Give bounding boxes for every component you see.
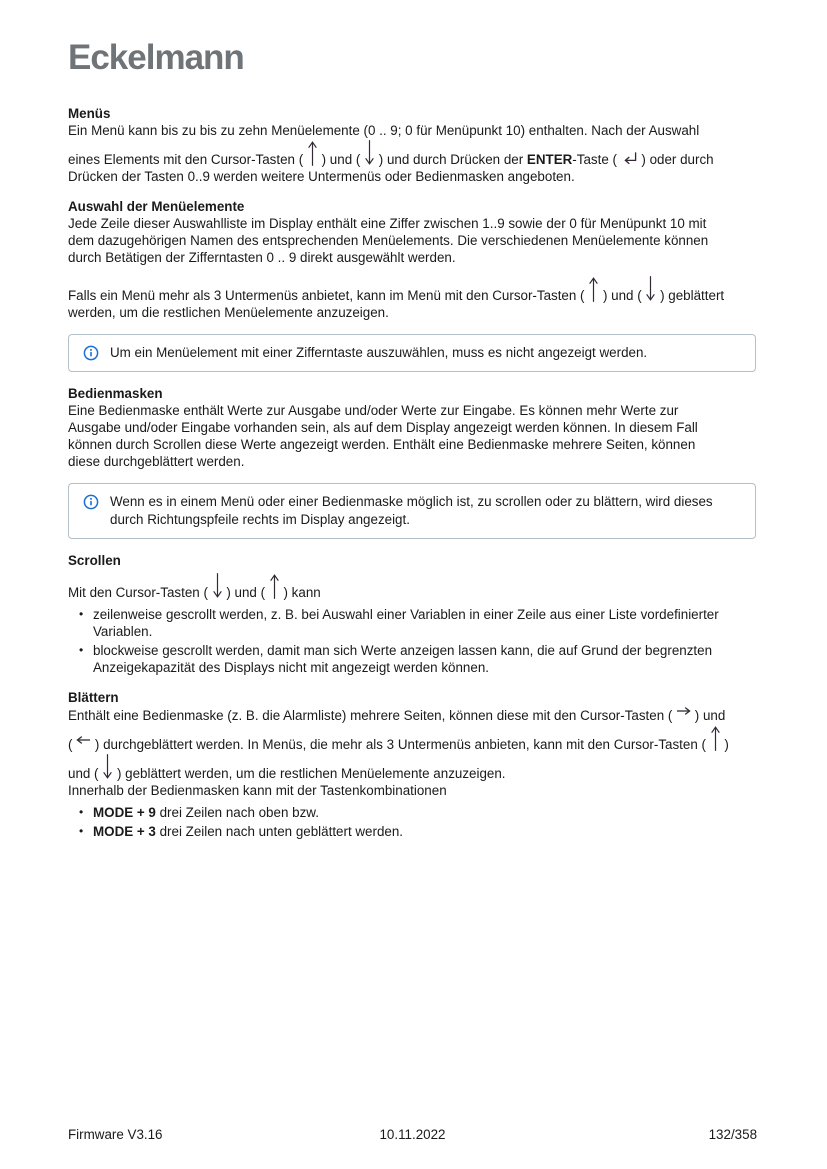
info-box [68, 334, 756, 372]
list-item: • MODE + 3 drei Zeilen nach unten geblättert werden. [68, 823, 756, 840]
text-line: Ausgabe und/oder Eingabe vorhanden sein, als auf dem Display angezeigt werden können. In diesem Fall [68, 420, 698, 435]
section-heading-scrollen: Scrollen [68, 553, 121, 568]
text-line: eines Elements mit den Cursor-Tasten ( ) und ( ) und durch Drücken der ENTER-Taste ( ) oder durch [68, 139, 756, 168]
cursor-up-icon [269, 572, 280, 600]
text-line: Ein Menü kann bis zu bis zu zehn Menüelemente (0 .. 9; 0 für Menüpunkt 10) enthalten. Nach der Auswahl [68, 123, 700, 138]
cursor-down-icon [102, 753, 113, 781]
text-line: ( ) durchgeblättert werden. In Menüs, die mehr als 3 Untermenüs anbieten, kann mit den Cursor-Tasten ( ) [68, 724, 756, 753]
section-blaettern [68, 689, 756, 840]
section-heading-bedienmasken: Bedienmasken [68, 386, 163, 401]
text-line: Enthält eine Bedienmaske (z. B. die Alarmliste) mehrere Seiten, können diese mit den Cursor-Tasten ( ) und [68, 708, 726, 723]
text-line: Innerhalb der Bedienmasken kann mit der Tastenkombinationen [68, 783, 447, 798]
info-box [68, 483, 756, 539]
section-heading-blaettern: Blättern [68, 690, 119, 705]
section-heading-menus: Menüs [68, 106, 111, 121]
text-line: werden, um die restlichen Menüelemente anzuzeigen. [68, 305, 389, 320]
cursor-up-icon [307, 139, 318, 167]
info-icon [83, 345, 99, 361]
text-line: und ( ) geblättert werden, um die restlichen Menüelemente anzuzeigen. [68, 753, 756, 782]
info-text: Wenn es in einem Menü oder einer Bedienmaske möglich ist, zu scrollen oder zu blättern, wird dieses durch Richtungspfeile rechts im Display angezeigt. [110, 494, 713, 527]
text-line: Mit den Cursor-Tasten ( ) und ( ) kann [68, 572, 756, 601]
section-heading-auswahl: Auswahl der Menüelemente [68, 199, 245, 214]
list-item: • zeilenweise gescrollt werden, z. B. bei Auswahl einer Variablen in einer Zeile aus einer Liste vordefinierter Variablen. [68, 606, 756, 640]
text-line: durch Betätigen der Zifferntasten 0 .. 9 direkt ausgewählt werden. [68, 250, 456, 265]
cursor-right-icon [676, 706, 691, 716]
section-bedienmasken [68, 385, 756, 539]
bullet-marker: • [79, 824, 84, 838]
footer-firmware-version: Firmware V3.16 [68, 1127, 163, 1142]
section-menus [68, 105, 756, 185]
cursor-up-icon [710, 724, 721, 752]
bullet-marker: • [79, 607, 84, 621]
section-scrollen [68, 552, 756, 676]
info-text: Um ein Menüelement mit einer Zifferntaste auszuwählen, muss es nicht angezeigt werden. [110, 345, 648, 360]
bullet-list [68, 804, 756, 840]
list-item: • blockweise gescrollt werden, damit man sich Werte anzeigen lassen kann, die auf Grund der begrenzten Anzeigekapazität des Displays nicht mit angezeigt werden können. [68, 642, 756, 676]
text-line: Drücken der Tasten 0..9 werden weitere Untermenüs oder Bedienmasken angeboten. [68, 169, 575, 184]
text-line: diese durchgeblättert werden. [68, 454, 245, 469]
list-item: • MODE + 9 drei Zeilen nach oben bzw. [68, 804, 756, 821]
page-footer [68, 1127, 757, 1142]
text-line: Jede Zeile dieser Auswahlliste im Display enthält eine Ziffer zwischen 1..9 sowie der 0 für Menüpunkt 10 mit [68, 216, 707, 231]
bullet-marker: • [79, 643, 84, 657]
text-line: Falls ein Menü mehr als 3 Untermenüs anbietet, kann im Menü mit den Cursor-Tasten ( ) und ( ) geblättert [68, 275, 756, 304]
cursor-left-icon [76, 735, 91, 745]
page-content [68, 105, 756, 840]
cursor-down-icon [645, 275, 656, 303]
cursor-down-icon [212, 572, 223, 600]
company-logo: Eckelmann [68, 38, 244, 77]
cursor-up-icon [588, 275, 599, 303]
cursor-down-icon [364, 139, 375, 167]
text-line: können durch Scrollen diese Werte angezeigt werden. Enthält eine Bedienmaske mehrere Seiten, können [68, 437, 696, 452]
info-icon [83, 494, 99, 510]
text-line: dem dazugehörigen Namen des entsprechenden Menüelements. Die verschiedenen Menüelemente können [68, 233, 709, 248]
footer-date: 10.11.2022 [379, 1127, 446, 1142]
section-auswahl [68, 198, 756, 372]
enter-icon [621, 151, 638, 166]
bullet-marker: • [79, 805, 84, 819]
footer-page-number: 132/358 [708, 1127, 758, 1142]
bullet-list [68, 606, 756, 676]
text-line: Eine Bedienmaske enthält Werte zur Ausgabe und/oder Werte zur Eingabe. Es können mehr Werte zur [68, 403, 679, 418]
